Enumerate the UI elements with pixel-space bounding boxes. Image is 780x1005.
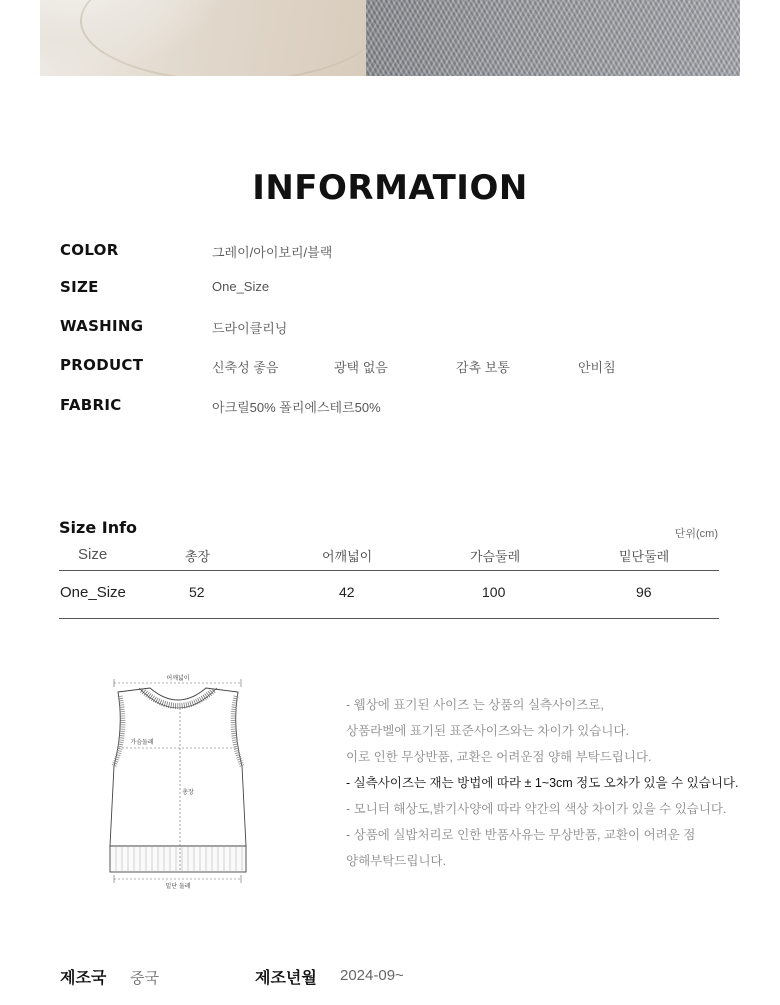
product-sheer: 안비침	[578, 360, 616, 375]
spec-label-washing: WASHING	[60, 317, 144, 335]
spec-row-fabric	[60, 396, 740, 418]
manufacture-date-value: 2024-09~	[340, 967, 404, 984]
spec-label-color: COLOR	[60, 241, 119, 259]
information-title: INFORMATION	[252, 168, 528, 208]
note-line: - 모니터 해상도,밝기사양에 따라 약간의 색상 차이가 있을 수 있습니다.	[346, 802, 727, 816]
product-photo-ivory-part	[40, 0, 366, 76]
table-divider-top	[59, 570, 719, 571]
product-photo	[40, 0, 740, 76]
note-line: 이로 인한 무상반품, 교환은 어려운점 양해 부탁드립니다.	[346, 750, 652, 764]
origin-label: 제조국	[60, 968, 107, 987]
diagram-label-chest: 가슴둘레	[130, 739, 154, 746]
note-line: - 상품에 실밥처리로 인한 반품사유는 무상반품, 교환이 어려운 점	[346, 828, 696, 842]
table-header-hem: 밑단둘레	[619, 549, 670, 564]
table-cell-shoulder: 42	[339, 584, 355, 600]
table-divider-bottom	[59, 618, 719, 619]
product-texture: 감촉 보통	[456, 360, 510, 375]
note-line: 양해부탁드립니다.	[346, 854, 447, 868]
diagram-label-shoulder: 어깨넓이	[166, 675, 190, 682]
spec-row-size	[60, 278, 740, 300]
spec-row-color	[60, 241, 740, 263]
size-unit: 단위(cm)	[674, 528, 718, 540]
table-cell-chest: 100	[482, 584, 506, 600]
spec-value-size: One_Size	[212, 279, 270, 294]
spec-row-product	[60, 356, 740, 378]
spec-row-washing	[60, 317, 740, 339]
table-cell-length: 52	[189, 584, 205, 600]
product-stretch: 신축성 좋음	[212, 360, 279, 375]
table-header-chest: 가슴둘레	[470, 549, 521, 564]
product-photo-gray-knit-part	[366, 0, 740, 76]
table-header-shoulder: 어깨넓이	[322, 549, 373, 564]
diagram-label-length: 총장	[182, 789, 194, 796]
table-cell-hem: 96	[636, 584, 652, 600]
size-info-title: Size Info	[59, 518, 138, 537]
origin-value: 중국	[130, 970, 159, 987]
note-line: 상품라벨에 표기된 표준사이즈와는 차이가 있습니다.	[346, 724, 630, 738]
manufacture-date-label: 제조년월	[255, 968, 317, 987]
table-cell-size: One_Size	[60, 584, 126, 601]
table-header-length: 총장	[185, 549, 211, 564]
spec-value-color: 그레이/아이보리/블랙	[212, 245, 333, 260]
spec-label-product: PRODUCT	[60, 356, 144, 374]
table-header-size: Size	[78, 546, 108, 563]
spec-value-fabric: 아크릴50% 폴리에스테르50%	[212, 400, 381, 415]
vest-measurement-diagram	[98, 668, 258, 894]
spec-label-fabric: FABRIC	[60, 396, 122, 414]
manufacture-info	[60, 965, 740, 989]
spec-value-washing: 드라이클리닝	[212, 321, 288, 336]
diagram-label-hem: 밑단 둘레	[165, 883, 191, 890]
product-gloss: 광택 없음	[334, 360, 388, 375]
size-notes	[346, 692, 746, 874]
note-line-emphasis: - 실측사이즈는 재는 방법에 따라 ± 1~3cm 정도 오차가 있을 수 있습니다.	[346, 776, 739, 790]
note-line: - 웹상에 표기된 사이즈 는 상품의 실측사이즈로,	[346, 698, 604, 712]
spec-label-size: SIZE	[60, 278, 99, 296]
